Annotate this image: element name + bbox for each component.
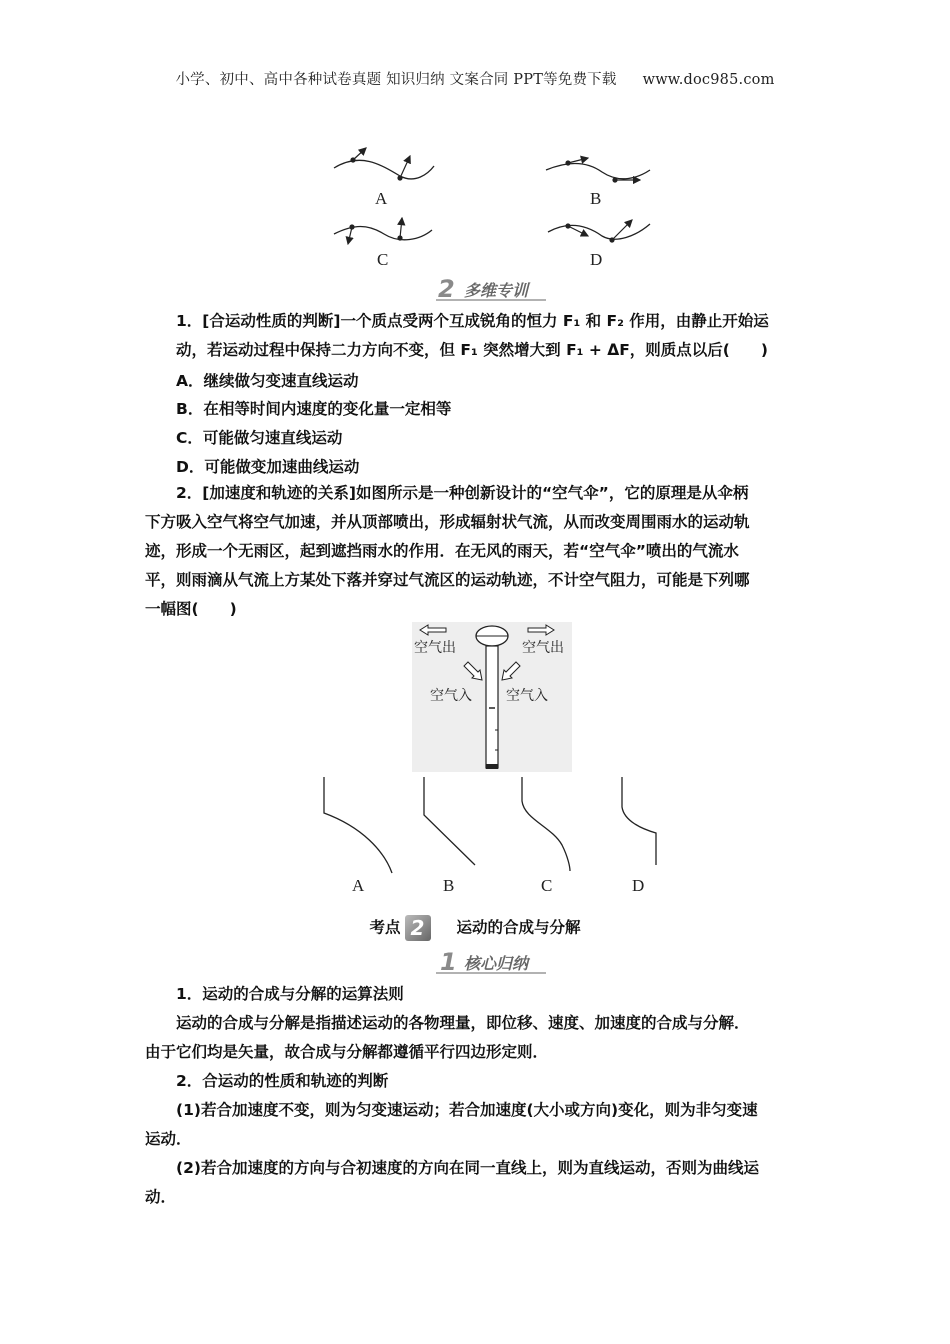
- trajectory-b: [546, 158, 650, 208]
- label-d: D: [590, 250, 603, 269]
- section-number-badge: 2: [405, 915, 431, 941]
- rain-label-a: A: [352, 876, 365, 895]
- air-in-label-right: 空气入: [506, 688, 548, 704]
- q2-line2: 下方吸入空气将空气加速，并从顶部喷出，形成辐射状气流，从而改变周围雨水的运动轨: [145, 513, 750, 531]
- rain-label-c: C: [541, 876, 553, 895]
- banner-number: 2: [438, 275, 455, 303]
- banner2-number: 1: [440, 948, 457, 976]
- trajectory-c: [334, 218, 432, 269]
- banner-text: 多维专训: [464, 281, 529, 300]
- content-heading-1: 1．运动的合成与分解的运算法则: [176, 985, 404, 1003]
- banner-core-summary: [432, 945, 552, 977]
- q1-option-a[interactable]: A．继续做匀变速直线运动: [176, 372, 359, 390]
- banner-multi-dimensional-training: [432, 272, 552, 304]
- rain-label-b: B: [443, 876, 455, 895]
- air-out-label-left: 空气出: [414, 640, 456, 656]
- section-title: [0, 915, 950, 941]
- content-para-1b: 由于它们均是矢量，故合成与分解都遵循平行四边形定则．: [145, 1043, 549, 1061]
- banner2-text: 核心归纳: [464, 954, 529, 973]
- q1-line1: 1．[合运动性质的判断]一个质点受两个互成锐角的恒力 F₁ 和 F₂ 作用，由静止开始运: [176, 312, 769, 330]
- q1-option-d[interactable]: D．可能做变加速曲线运动: [176, 458, 360, 476]
- header-url[interactable]: www.doc985.com: [642, 72, 775, 88]
- content-para-2a: (1)若合加速度不变，则为匀变速运动；若合加速度(大小或方向)变化，则为非匀变速: [176, 1101, 758, 1119]
- rain-path-c: [522, 777, 570, 895]
- content-para-2b: 运动．: [145, 1130, 192, 1148]
- label-c: C: [377, 250, 389, 269]
- rain-path-b: [424, 777, 475, 895]
- question-2: [145, 479, 808, 624]
- rain-label-d: D: [632, 876, 645, 895]
- header-text: 小学、初中、高中各种试卷真题 知识归纳 文案合同 PPT等免费下载: [175, 72, 617, 88]
- content-para-3a: (2)若合加速度的方向与合初速度的方向在同一直线上，则为直线运动，否则为曲线运: [176, 1159, 759, 1177]
- content-para-3b: 动．: [145, 1188, 177, 1206]
- trajectory-a: [334, 148, 434, 208]
- rain-path-d: [622, 777, 656, 895]
- trajectory-d: [548, 220, 650, 269]
- question-1: [145, 307, 808, 365]
- q1-option-c[interactable]: C．可能做匀速直线运动: [176, 429, 343, 447]
- trajectory-options-figure: [320, 140, 670, 275]
- air-umbrella-diagram: [412, 622, 572, 772]
- section-prefix: 考点: [369, 918, 401, 937]
- q2-line5: 一幅图( ): [145, 600, 237, 618]
- q2-line1: 2．[加速度和轨迹的关系]如图所示是一种创新设计的“空气伞”，它的原理是从伞柄: [176, 484, 749, 502]
- rain-path-a: [324, 777, 392, 895]
- section-heading: 运动的合成与分解: [456, 918, 581, 937]
- page-header: [0, 68, 950, 89]
- label-b: B: [590, 189, 602, 208]
- q1-line2: 动，若运动过程中保持二力方向不变，但 F₁ 突然增大到 F₁ + ΔF，则质点以后( ): [176, 341, 768, 359]
- air-out-label-right: 空气出: [522, 640, 564, 656]
- q1-option-b[interactable]: B．在相等时间内速度的变化量一定相等: [176, 400, 452, 418]
- content-heading-2: 2．合运动的性质和轨迹的判断: [176, 1072, 389, 1090]
- content-para-1a: 运动的合成与分解是指描述运动的各物理量，即位移、速度、加速度的合成与分解．: [176, 1014, 750, 1032]
- label-a: A: [375, 189, 388, 208]
- raindrop-trajectory-figure: [312, 775, 672, 900]
- q2-line3: 迹，形成一个无雨区，起到遮挡雨水的作用．在无风的雨天，若“空气伞”喷出的气流水: [145, 542, 739, 560]
- air-in-label-left: 空气入: [430, 688, 472, 704]
- q2-line4: 平，则雨滴从气流上方某处下落并穿过气流区的运动轨迹，不计空气阻力，可能是下列哪: [145, 571, 750, 589]
- core-content: [145, 980, 808, 1212]
